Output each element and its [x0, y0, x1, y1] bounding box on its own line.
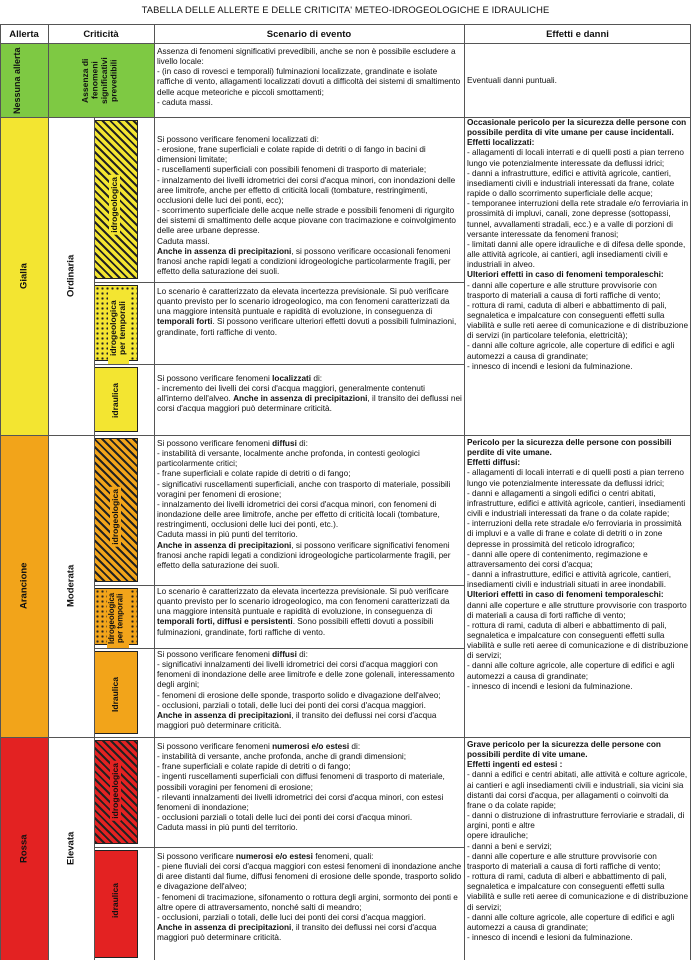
allerta-arancione-label: Arancione — [18, 562, 30, 610]
grid-h-arancione-1 — [94, 585, 464, 586]
scenario-rossa-idrogeologica-bold1: numerosi e/o estesi — [272, 742, 350, 751]
scenario-nessuna: Assenza di fenomeni significativi prevedibili, anche se non è possibile escludere a livello locale: - (in caso di rovesci e temporali) fulminazioni localizzate, grandinate e isolate raffiche di vento, allagamenti localizzati dovuti a difficoltà dei sistemi di smaltimento delle acque meteoriche e piccoli smottamenti; - caduta massi. — [157, 47, 461, 107]
arancione-idraulica-label: Idraulica — [110, 677, 120, 712]
effetti-rossa — [464, 737, 691, 960]
scenario-gialla-idraulica — [154, 365, 464, 435]
rossa-idrogeologica-label: idrogeologica — [110, 763, 120, 819]
scenario-arancione-idrogeologica-text1: Si possono verificare fenomeni — [157, 439, 273, 448]
grid-h-arancione-bottom — [0, 737, 691, 738]
allerta-rossa-cell — [0, 737, 48, 960]
scenario-rossa-idraulica — [154, 848, 464, 960]
allerta-gialla-cell — [0, 117, 48, 435]
effetti-arancione-sub1: Effetti diffusi: — [467, 458, 521, 468]
effetti-gialla-head: Occasionale pericolo per la sicurezza delle persone con possibile perdita di vite umane per cause incidentali. — [467, 118, 687, 138]
effetti-gialla-sub1: Effetti localizzati: — [467, 138, 535, 148]
gialla-idrogeologica-label: idrogeologica — [109, 177, 119, 233]
effetti-gialla-body2: - danni alle coperture e alle strutture provvisorie con trasporto di materiali a causa di forti raffiche di vento; - rottura di rami, caduta di alberi e abbattimento di pali, segnaletica e impalcature con conseguenti effetti sulla viabilità e sulle reti aeree di comunicazione e di distribuzione di servizi (in particolare telefonia, elettricità); - danni alle colture agricole, alle coperture di edifici e agli automezzi a causa di grandinate; - innesco di incendi e lesioni da fulminazione. — [467, 280, 689, 371]
scenario-arancione-idraulica-text3: , il transito dei deflussi nei corsi d'acqua maggiori può determinare criticità. — [157, 710, 437, 731]
header-criticita: Criticità — [83, 29, 119, 40]
header-scenario: Scenario di evento — [266, 29, 352, 40]
scenario-arancione-idraulica-bold1: diffusi — [272, 650, 297, 659]
scenario-gialla-idraulica-text2: di: - incremento dei livelli dei corsi d'acqua maggiori, generalmente contenuti all'interno dell'alveo. — [157, 374, 426, 404]
criticita-rossa-cell — [48, 737, 94, 960]
scenario-gialla-idraulica-text1: Si possono verificare fenomeni — [157, 374, 273, 383]
effetti-nessuna-text: Eventuali danni puntuali. — [467, 75, 557, 85]
scenario-arancione-idraulica-bold2: Anche in assenza di precipitazioni — [157, 710, 292, 720]
scenario-arancione-idraulica-text1: Si possono verificare fenomeni — [157, 650, 273, 659]
scenario-arancione-idraulica — [154, 649, 464, 737]
effetti-rossa-head: Grave pericolo per la sicurezza delle persone con possibili perdite di vite umane. — [467, 740, 661, 760]
scenario-arancione-temporali-bold: temporali forti, diffusi e persistenti — [157, 617, 293, 627]
scenario-arancione-idrogeologica-text3: , si possono verificare significativi fenomeni franosi anche rapidi legati a condizioni idrogeologiche particolarmente fragili, per effetto della saturazione dei suoli. — [157, 540, 451, 570]
allerta-gialla-label: Gialla — [18, 263, 30, 289]
effetti-arancione — [464, 435, 691, 737]
grid-v-scenario — [154, 24, 155, 960]
arancione-temporali-label: Idrogeologica per temporali — [107, 589, 129, 648]
scenario-gialla-idraulica-bold2: Anche in assenza di precipitazioni — [233, 394, 368, 404]
scenario-gialla-temporali-text2: . Si possono verificare ulteriori effetti dovuti a possibili fulminazioni, grandinate, forti raffiche di vento. — [157, 317, 457, 337]
scenario-rossa-idraulica-text3: , il transito dei deflussi nei corsi d'acqua maggiori può determinare criticità. — [157, 923, 437, 943]
effetti-arancione-head: Pericolo per la sicurezza delle persone con possibili perdite di vite umane. — [467, 438, 672, 458]
scenario-arancione-idrogeologica — [154, 436, 464, 585]
arancione-temporali-swatch-cell — [94, 585, 154, 648]
header-effetti: Effetti e danni — [546, 29, 609, 40]
grid-v-criticita-mid — [94, 117, 95, 960]
scenario-rossa-idraulica-bold2: Anche in assenza di precipitazioni — [157, 923, 292, 933]
scenario-arancione-idrogeologica-bold2: Anche in assenza di precipitazioni — [157, 540, 292, 550]
scenario-gialla-temporali-text1: Lo scenario è caratterizzato da elevata incertezza previsionale. Si può verificare quanto previsto per lo scenario idrogeologico, ma con fenomeni caratterizzati da una maggiore intensità puntuale e rapidità di evoluzione, in conseguenza di — [157, 287, 450, 317]
criticita-nessuna-cell — [48, 44, 154, 117]
scenario-arancione-temporali-text1: Lo scenario è caratterizzato da elevata incertezza previsionale. Si può verificare quanto previsto per lo scenario idrogeologico, ma con fenomeni caratterizzati da una maggiore intensità puntuale e rapidità di evoluzione, in conseguenza di — [157, 587, 450, 617]
scenario-rossa-idrogeologica-text1: Si possono verificare fenomeni — [157, 742, 273, 751]
effetti-arancione-body1: - allagamenti di locali interrati e di quelli posti a pian terreno lungo vie potenzialmente interessate da deflussi idrici; - danni e allagamenti a singoli edifici o centri abitati, infrastrutture, edifici e attività agricole, cantieri, insediamenti civili e industriali interessati da frane o da colate rapide; - interruzioni della rete stradale e/o ferroviaria in prossimità di impluvi e a valle di frane e colate di detriti o in zone depresse in prossimità del reticolo idrografico; - danni alle opere di contenimento, regimazione e attraversamento dei corsi d'acqua; - danni a infrastrutture, edifici e attività agricole, cantieri, insediamenti civili e industriali situati in aree inondabili. — [467, 468, 686, 590]
effetti-rossa-sub1: Effetti ingenti ed estesi : — [467, 760, 563, 770]
page-title: TABELLA DELLE ALLERTE E DELLE CRITICITA' METEO-IDROGEOLOGICHE E IDRAULICHE — [141, 4, 550, 15]
gialla-idraulica-swatch-cell — [94, 364, 154, 435]
scenario-rossa-idraulica-text1: Si possono verificare — [157, 852, 236, 861]
scenario-gialla-idrogeologica-text2: , si possono verificare occasionali fenomeni franosi anche rapidi legati a condizioni idrogeologiche particolarmente fragili, per effetto della saturazione dei suoli. — [157, 246, 451, 277]
criticita-nessuna-label: Assenza di fenomeni significativi prevedibili — [80, 57, 119, 104]
effetti-gialla-body1: - allagamenti di locali interrati e di quelli posti a pian terreno lungo vie potenzialmente interessate da deflussi idrici; - danni a infrastrutture, edifici e attività agricole, cantieri, insediamenti civili e industriali interessati da frane, colate rapide o dallo scorrimento superficiale delle acque; - temporanee interruzioni della rete stradale e/o ferroviaria in prossimità di impluvi, canali, zone depresse (sottopassi, tunnel, avvallamenti stradali, ecc.) e a valle di porzioni di versante interessate da fenomeni franosi; - limitati danni alle opere idrauliche e di difesa delle sponde, alle attività agricole, ai cantieri, agli insediamenti civili e industriali in alveo. — [467, 148, 689, 270]
scenario-gialla-idraulica-bold1: localizzati — [272, 374, 312, 383]
allerta-nessuna-label: Nessuna allerta — [12, 47, 22, 114]
scenario-gialla-temporali — [154, 283, 464, 364]
grid-h-gialla-bottom — [0, 435, 691, 436]
grid-h-gialla-2 — [94, 364, 464, 365]
criticita-rossa-label: Elevata — [65, 831, 77, 866]
arancione-idrogeologica-label: idrogeologica — [110, 489, 120, 545]
grid-h-arancione-2 — [94, 648, 464, 649]
rossa-idrogeologica-swatch-cell — [94, 737, 154, 847]
header-allerta: Allerta — [9, 29, 39, 40]
grid-v-allerta — [48, 24, 49, 960]
criticita-gialla-label: Ordinaria — [65, 254, 77, 298]
scenario-arancione-idraulica-text2: di: - significativi innalzamenti dei livelli idrometrici dei corsi d'acqua maggiori con fenomeni di inondazione delle aree limitrofe e delle zone golenali, interessamento degli argini; - fenomeni di erosione delle sponde, trasporto solido e divagazione dell'alveo; - occlusioni, parziali o totali, delle luci dei ponti dei corsi d'acqua maggiori. — [157, 650, 455, 710]
scenario-arancione-temporali — [154, 586, 464, 648]
allerta-nessuna-cell — [0, 44, 48, 117]
criticita-arancione-cell — [48, 435, 94, 737]
scenario-gialla-idrogeologica-text1: Si possono verificare fenomeni localizzati di: - erosione, frane superficiali e colate rapide di detriti o di fango in bacini di dimensioni limitate; - ruscellamenti superficiali con possibili fenomeni di trasporto di materiale; - innalzamento dei livelli idrometrici dei corsi d'acqua minori, con inondazioni delle aree limitrofe, anche per effetto di criticità locali (tombature, restringimenti, occlusioni delle luci dei ponti, ecc); - scorrimento superficiale delle acque nelle strade e possibili fenomeni di rigurgito dei sistemi di smaltimento delle acque piovane con tracimazione e coinvolgimento delle aree urbane depresse. Caduta massi. — [157, 135, 456, 246]
allerta-arancione-cell — [0, 435, 48, 737]
scenario-gialla-idraulica-text3: , il transito dei deflussi nei corsi d'acqua maggiori può determinare criticità. — [157, 394, 462, 414]
effetti-gialla — [464, 117, 691, 435]
grid-h-rossa-1 — [94, 847, 464, 848]
scenario-rossa-idrogeologica-text2: di: - instabilità di versante, anche profonda, anche di grandi dimensioni; - frane superficiali e colate rapide di detriti o di fango; - ingenti ruscellamenti superficiali con diffusi fenomeni di trasporto di materiale, possibili voragini per fenomeni di erosione; - rilevanti innalzamenti dei livelli idrometrici dei corsi d'acqua minori, con estesi fenomeni di inondazione; - occlusioni parziali o totali delle luci dei ponti dei corsi d'acqua minori. Caduta massi in più punti del territorio. — [157, 742, 445, 833]
arancione-idraulica-swatch-cell — [94, 648, 154, 737]
grid-v-effetti — [464, 24, 465, 960]
gialla-idrogeologica-swatch-cell — [94, 117, 154, 282]
scenario-gialla-idrogeologica — [154, 118, 464, 282]
effetti-arancione-body2: danni alle coperture e alle strutture provvisorie con trasporto di materiali a causa di forti raffiche di vento; - rottura di rami, caduta di alberi e abbattimento di pali, segnaletica e impalcature con conseguenti effetti sulla viabilità e sulle reti aeree di comunicazione e di distribuzione di servizi; - danni alle colture agricole, alle coperture di edifici e agli automezzi a causa di grandinate; - innesco di incendi e lesioni da fulminazione. — [467, 600, 689, 691]
rossa-idraulica-swatch-cell — [94, 847, 154, 960]
scenario-arancione-idrogeologica-bold1: diffusi — [272, 439, 297, 448]
rossa-idraulica-label: idraulica — [110, 883, 120, 918]
grid-h-nessuna-bottom — [0, 117, 691, 118]
gialla-idraulica-label: idraulica — [110, 383, 120, 418]
scenario-gialla-idrogeologica-bold: Anche in assenza di precipitazioni — [157, 246, 292, 256]
effetti-rossa-body1: - danni a edifici e centri abitati, alle attività e colture agricole, ai cantieri e agli insediamenti civili e industriali, sia vicini sia distanti dai corsi d'acqua, per allagamenti o coinvolti da frane o da colate rapide; - danni o distruzione di infrastrutture ferroviarie e stradali, di argini, ponti e altre opere idrauliche; - danni a beni e servizi; - danni alle coperture e alle strutture provvisorie con trasporto di materiali a causa di forti raffiche di vento; - rottura di rami, caduta di alberi e abbattimento di pali, segnaletica e impalcature con conseguenti effetti sulla viabilità e sulle reti aeree di comunicazione e di distribuzione di servizi; - danni alle colture agricole, alle coperture di edifici e agli automezzi a causa di grandinate; - innesco di incendi e lesioni da fulminazione. — [467, 770, 689, 942]
gialla-temporali-swatch-cell — [94, 282, 154, 364]
scenario-rossa-idraulica-text2: fenomeni, quali: - piene fluviali dei corsi d'acqua maggiori con estesi fenomeni di inondazione anche di aree distanti dal fiume, diffusi fenomeni di erosione delle sponde, trasporto solido e divagazione dell'alveo; - fenomeni di tracimazione, sifonamento o rottura degli argini, sormonto dei ponti e altre opere di attraversamento, nonché salti di meandro; - occlusioni, parziali o totali, delle luci dei ponti dei corsi d'acqua maggiori. — [157, 852, 462, 922]
grid-v-left — [0, 24, 1, 960]
criticita-arancione-label: Moderata — [65, 564, 77, 608]
effetti-arancione-sub2: Ulteriori effetti in caso di fenomeni temporaleschi: — [467, 590, 664, 600]
arancione-idrogeologica-swatch-cell — [94, 435, 154, 585]
scenario-rossa-idraulica-bold1: numerosi e/o estesi — [235, 852, 313, 861]
gialla-temporali-label: idrogeologica per temporali — [108, 292, 129, 364]
grid-h-gialla-1 — [94, 282, 464, 283]
scenario-gialla-temporali-bold: temporali forti — [157, 317, 213, 327]
criticita-gialla-cell — [48, 117, 94, 435]
scenario-rossa-idrogeologica — [154, 738, 464, 847]
effetti-nessuna — [464, 44, 691, 117]
scenario-arancione-idrogeologica-text2: di: - instabilità di versante, localmente anche profonda, in contesti geologici particolarmente critici; - frane superficiali e colate rapide di detriti o di fango; - significativi ruscellamenti superficiali, anche con trasporto di materiale, possibili voragini per fenomeni di erosione; - innalzamento dei livelli idrometrici dei corsi d'acqua minori, con fenomeni di inondazione delle aree limitrofe, anche per effetto di criticità locali (tombature, restringimenti, occlusioni delle luci dei ponti, etc.). Caduta massi in più punti del territorio. — [157, 439, 451, 540]
allerta-rossa-label: Rossa — [18, 834, 30, 863]
scenario-arancione-temporali-text2: . Sono possibili effetti dovuti a possibili fulminazioni, grandinate, forti raffiche di vento. — [157, 617, 434, 637]
effetti-gialla-sub2: Ulteriori effetti in caso di fenomeni temporaleschi: — [467, 270, 664, 280]
